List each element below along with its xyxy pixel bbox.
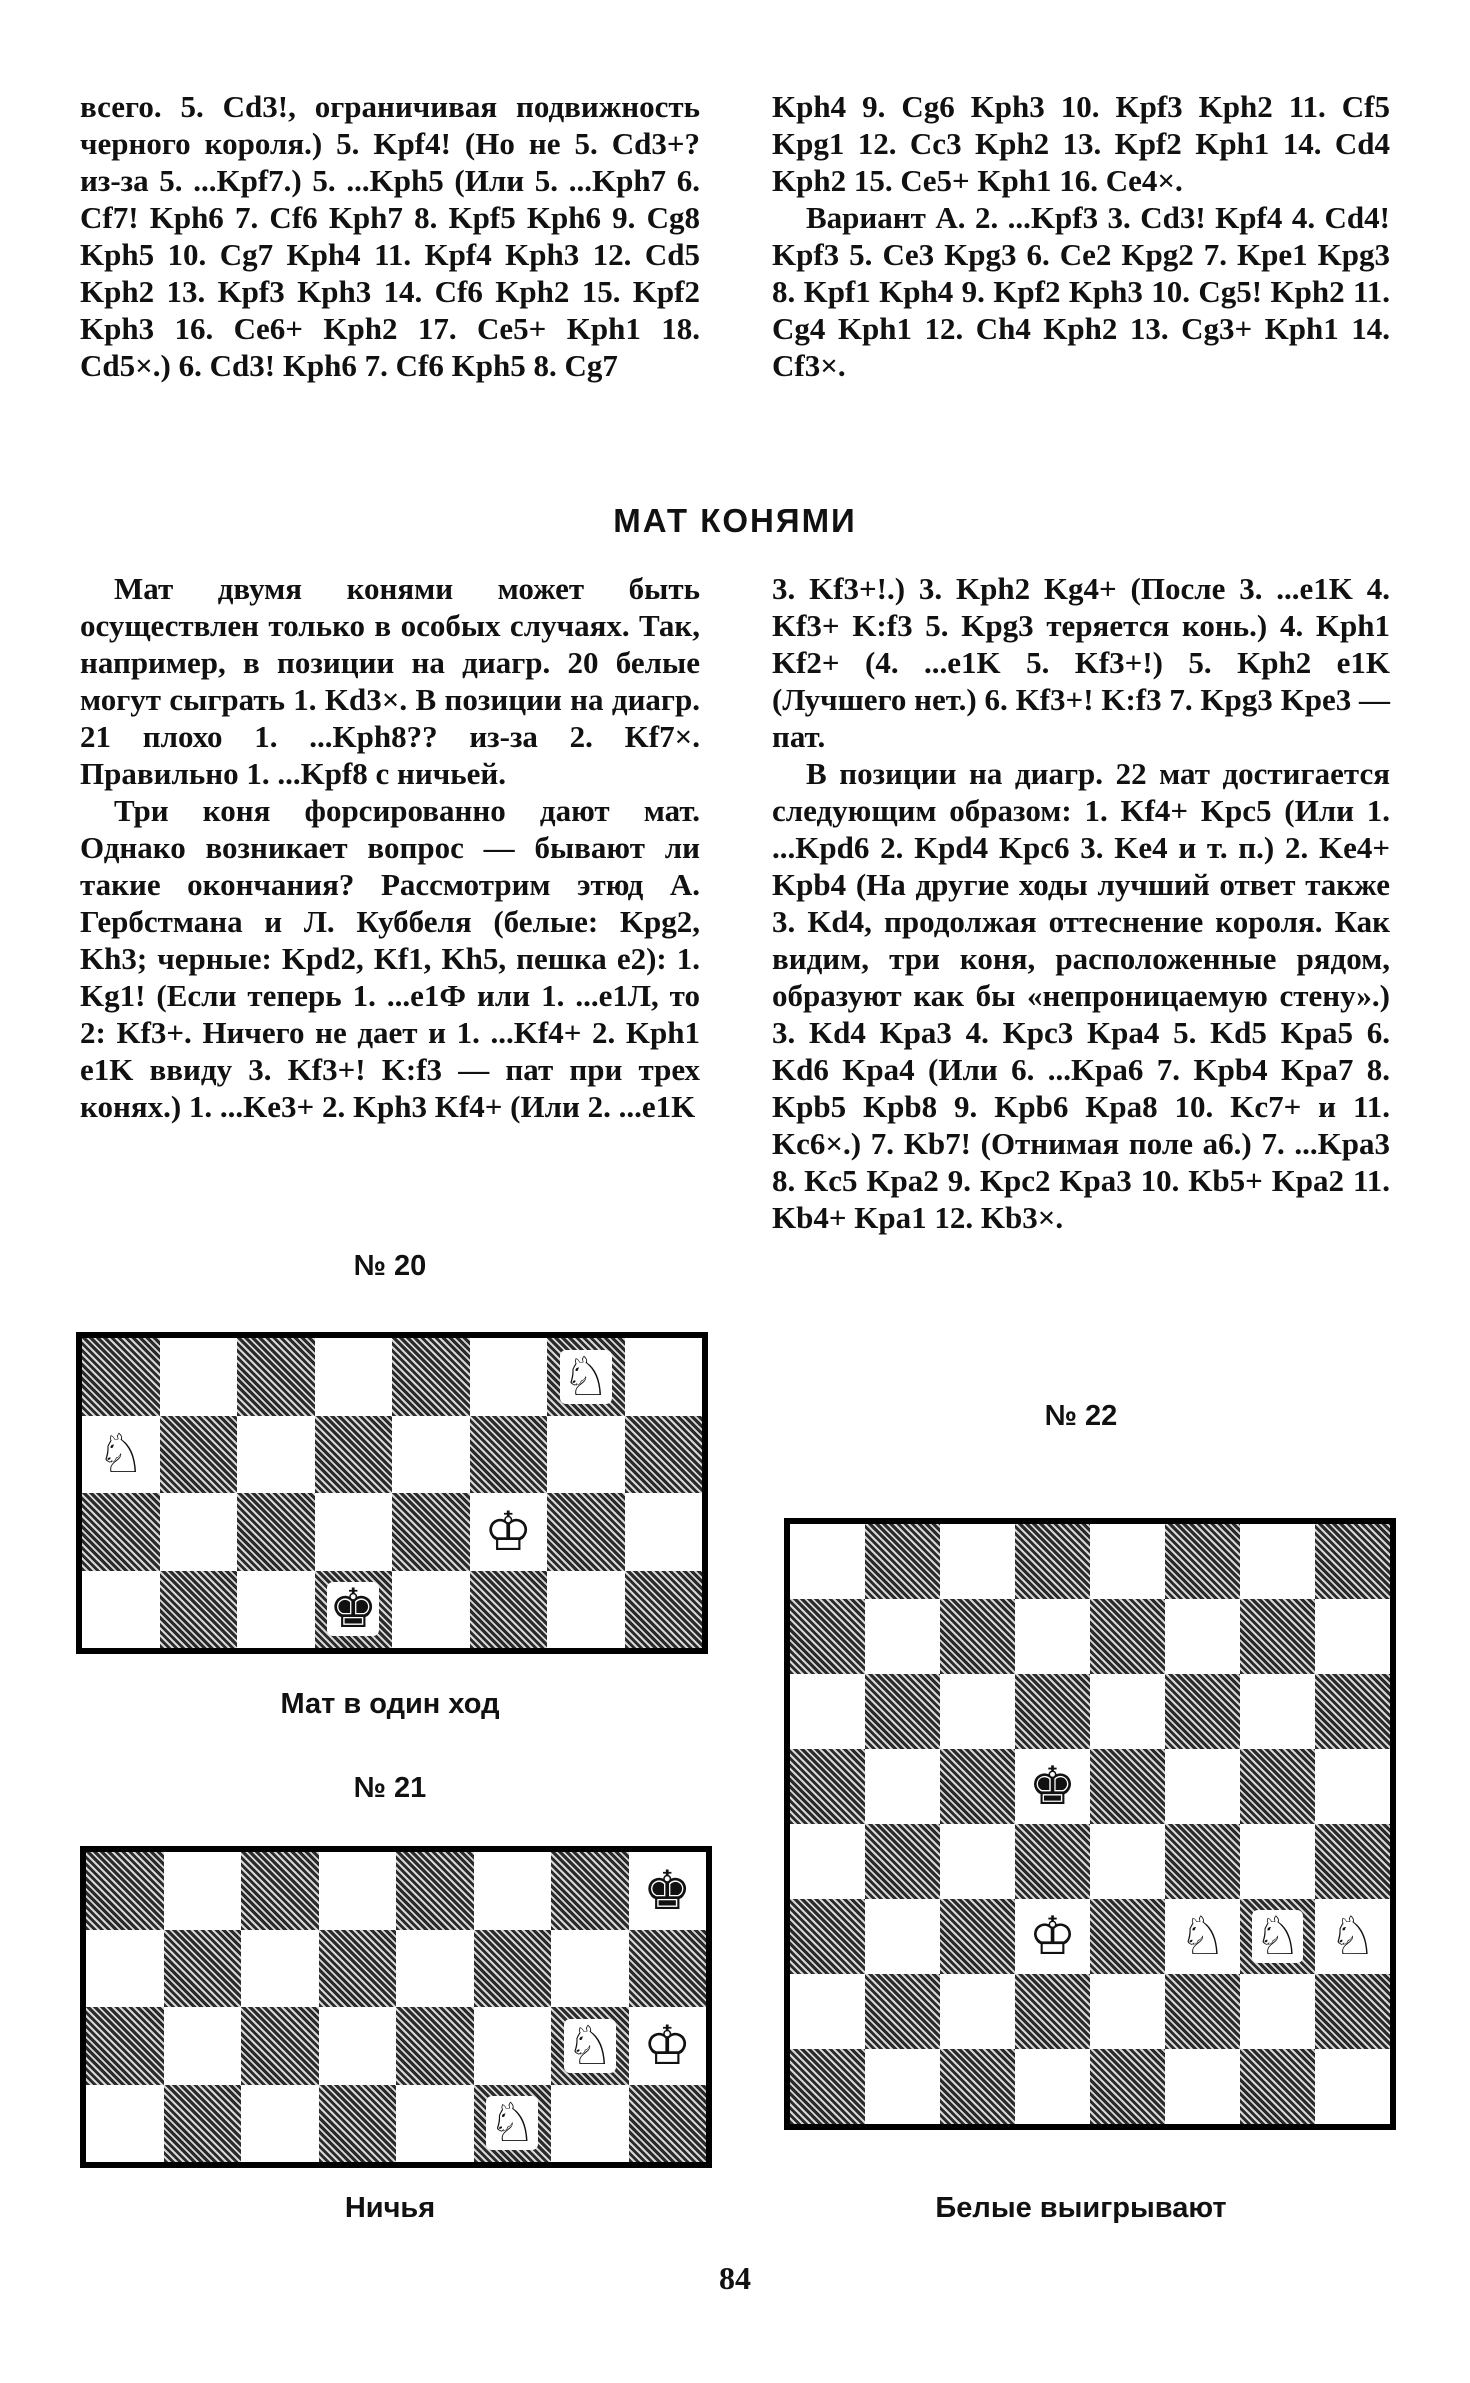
- mid-left-text-column: [80, 570, 700, 1125]
- board-square: [319, 1852, 397, 1930]
- board-square: [1315, 1599, 1390, 1674]
- board-square: [1315, 1524, 1390, 1599]
- board-square: [474, 1852, 552, 1930]
- board-piece: [629, 2007, 707, 2085]
- board-square: [940, 1824, 1015, 1899]
- board-square: [940, 1599, 1015, 1674]
- board-square: [1165, 1524, 1240, 1599]
- black-king-icon: ♚: [643, 1858, 692, 1922]
- board-square: [1165, 1674, 1240, 1749]
- paragraph: всего. 5. Cd3!, ограничивая подвижность черного короля.) 5. Kpf4! (Но не 5. Cd3+? из-за 5. ...Kpf7.) 5. ...Kph5 (Или 5. ...Kph7 6. Cf7! Kph6 7. Cf6 Kph7 8. Kpf5 Kph6 9. Cg8 Kph5 10. Cg7 Kph4 11. Kpf4 Kph3 12. Cd5 Kph2 13. Kpf3 Kph3 14. Cf6 Kph2 15. Kpf2 Kph3 16. Ce6+ Kph2 17. Ce5+ Kph1 18. Cd5×.) 6. Cd3! Kph6 7. Cf6 Kph5 8. Cg7: [80, 89, 700, 383]
- chessboard-diagram-20: [76, 1332, 708, 1654]
- board-piece: [629, 1852, 707, 1930]
- board-square: [629, 1930, 707, 2008]
- board-square: [1090, 1674, 1165, 1749]
- board-square: [164, 1852, 242, 1930]
- top-right-text-column: [772, 88, 1390, 384]
- board-square: [237, 1416, 315, 1494]
- board-square: [1315, 2049, 1390, 2124]
- section-heading: МАТ КОНЯМИ: [613, 502, 857, 539]
- board-square: [551, 1930, 629, 2008]
- diagram-22-caption: Белые выигрывают: [935, 2192, 1227, 2224]
- board-square: [547, 1493, 625, 1571]
- page-number: 84: [719, 2260, 751, 2296]
- board-square: [865, 1524, 940, 1599]
- paragraph: В позиции на диагр. 22 мат достигается следующим образом: 1. Kf4+ Kpc5 (Или 1. ...Kpd6 2. Kpd4 Kpc6 3. Ke4 и т. п.) 2. Ke4+ Kpb4 (На другие ходы лучший ответ также 3. Kd4, продолжая оттеснение короля. Как видим, три коня, расположенные рядом, образуют как бы «непроницаемую стену».) 3. Kd4 Kpa3 4. Kpc3 Kpa4 5. Kd5 Kpa5 6. Kd6 Kpa4 (Или 6. ...Kpa6 7. Kpb4 Kpa7 8. Kpb5 Kpb8 9. Kpb6 Kpa8 10. Kc7+ и 11. Kc6×.) 7. Kb7! (Отнимая поле a6.) 7. ...Kpa3 8. Kc5 Kpa2 9. Kpc2 Kpa3 10. Kb5+ Kpa2 11. Kb4+ Kpa1 12. Kb3×.: [772, 756, 1390, 1235]
- board-square: [396, 1852, 474, 1930]
- board-square: [82, 1338, 160, 1416]
- board-square: [940, 1524, 1015, 1599]
- diagram-20-caption: Мат в один ход: [280, 1688, 500, 1720]
- board-square: [625, 1571, 703, 1649]
- board-square: [1240, 1824, 1315, 1899]
- board-square: [1240, 1974, 1315, 2049]
- board-square: [1315, 1749, 1390, 1824]
- board-square: [160, 1338, 238, 1416]
- board-square: [86, 1930, 164, 2008]
- diagram-20-number: № 20: [353, 1250, 427, 1282]
- board-square: [160, 1571, 238, 1649]
- board-square: [1240, 1674, 1315, 1749]
- board-square: [164, 2085, 242, 2163]
- board-square: [790, 1974, 865, 2049]
- board-piece: [470, 1493, 548, 1571]
- board-square: [940, 1749, 1015, 1824]
- board-square: [1090, 1749, 1165, 1824]
- white-knight-icon: ♘: [96, 1422, 145, 1486]
- board-square: [1165, 1599, 1240, 1674]
- board-square: [86, 1852, 164, 1930]
- board-square: [551, 2085, 629, 2163]
- board-square: [396, 2085, 474, 2163]
- board-square: [1015, 1824, 1090, 1899]
- board-square: [1165, 1824, 1240, 1899]
- board-square: [940, 1899, 1015, 1974]
- board-piece: [315, 1571, 393, 1649]
- white-knight-icon: ♘: [1178, 1906, 1227, 1967]
- board-square: [1090, 2049, 1165, 2124]
- board-square: [392, 1571, 470, 1649]
- board-square: [865, 1749, 940, 1824]
- board-square: [86, 2007, 164, 2085]
- board-square: [1090, 1899, 1165, 1974]
- board-piece: [547, 1338, 625, 1416]
- chessboard-diagram-22: [784, 1518, 1396, 2130]
- paragraph-variant-a: Вариант А. 2. ...Kpf3 3. Cd3! Kpf4 4. Cd4! Kpf3 5. Ce3 Kpg3 6. Ce2 Kpg2 7. Kpe1 Kpg3 8. Kpf1 Kph4 9. Kpf2 Kph3 10. Cg5! Kph2 11. Cg4 Kph1 12. Ch4 Kph2 13. Cg3+ Kph1 14. Cf3×.: [772, 200, 1390, 383]
- board-piece: [1015, 1749, 1090, 1824]
- board-square: [164, 2007, 242, 2085]
- top-left-text-column: [80, 88, 700, 384]
- diagram-21-caption: Ничья: [344, 2192, 436, 2224]
- board-piece: [82, 1416, 160, 1494]
- board-square: [547, 1416, 625, 1494]
- board-square: [396, 2007, 474, 2085]
- board-square: [237, 1571, 315, 1649]
- board-square: [396, 1930, 474, 2008]
- board-square: [551, 1852, 629, 1930]
- board-square: [82, 1493, 160, 1571]
- board-square: [547, 1571, 625, 1649]
- board-square: [241, 2085, 319, 2163]
- board-square: [1165, 2049, 1240, 2124]
- board-square: [241, 1852, 319, 1930]
- board-square: [940, 1674, 1015, 1749]
- board-square: [319, 2007, 397, 2085]
- board-square: [241, 1930, 319, 2008]
- board-square: [1240, 2049, 1315, 2124]
- paragraph: Мат двумя конями может быть осуществлен только в особых случаях. Так, например, в позиции на диагр. 20 белые могут сыграть 1. Kd3×. В позиции на диагр. 21 плохо 1. ...Kph8?? из-за 2. Kf7×. Правильно 1. ...Kpf8 с ничьей.: [80, 571, 700, 791]
- board-square: [1315, 1824, 1390, 1899]
- board-square: [160, 1493, 238, 1571]
- board-square: [1315, 1974, 1390, 2049]
- white-king-icon: ♔: [484, 1499, 533, 1563]
- board-square: [790, 1674, 865, 1749]
- board-square: [315, 1493, 393, 1571]
- board-square: [1015, 1974, 1090, 2049]
- board-square: [790, 2049, 865, 2124]
- board-square: [1165, 1749, 1240, 1824]
- board-square: [86, 2085, 164, 2163]
- board-square: [474, 2007, 552, 2085]
- board-piece: [474, 2085, 552, 2163]
- board-square: [470, 1338, 548, 1416]
- board-square: [790, 1899, 865, 1974]
- white-knight-icon: ♘: [561, 1344, 610, 1408]
- board-square: [1240, 1599, 1315, 1674]
- black-king-icon: ♚: [329, 1577, 378, 1641]
- board-square: [164, 1930, 242, 2008]
- board-square: [392, 1416, 470, 1494]
- board-square: [940, 1974, 1015, 2049]
- board-square: [790, 1524, 865, 1599]
- board-square: [160, 1416, 238, 1494]
- white-king-icon: ♔: [1028, 1906, 1077, 1967]
- board-piece: [1315, 1899, 1390, 1974]
- board-square: [1090, 1974, 1165, 2049]
- mid-right-text-column: [772, 570, 1390, 1236]
- board-square: [392, 1338, 470, 1416]
- board-square: [319, 1930, 397, 2008]
- board-piece: [551, 2007, 629, 2085]
- board-square: [865, 1674, 940, 1749]
- board-square: [470, 1571, 548, 1649]
- board-square: [1015, 1524, 1090, 1599]
- board-square: [865, 1824, 940, 1899]
- board-square: [315, 1416, 393, 1494]
- board-square: [237, 1338, 315, 1416]
- white-knight-icon: ♘: [1328, 1906, 1377, 1967]
- board-square: [82, 1571, 160, 1649]
- board-square: [865, 1599, 940, 1674]
- board-square: [865, 2049, 940, 2124]
- board-square: [470, 1416, 548, 1494]
- board-square: [1165, 1974, 1240, 2049]
- white-knight-icon: ♘: [565, 2013, 614, 2077]
- board-square: [392, 1493, 470, 1571]
- board-square: [1090, 1524, 1165, 1599]
- board-square: [865, 1899, 940, 1974]
- board-square: [1015, 2049, 1090, 2124]
- board-square: [1315, 1674, 1390, 1749]
- board-piece: [1240, 1899, 1315, 1974]
- board-square: [865, 1974, 940, 2049]
- diagram-21-number: № 21: [353, 1772, 427, 1804]
- board-square: [625, 1416, 703, 1494]
- board-square: [474, 1930, 552, 2008]
- chessboard-diagram-21: [80, 1846, 712, 2168]
- board-square: [790, 1824, 865, 1899]
- board-square: [1240, 1749, 1315, 1824]
- board-square: [625, 1338, 703, 1416]
- board-square: [625, 1493, 703, 1571]
- board-square: [1015, 1674, 1090, 1749]
- white-king-icon: ♔: [643, 2013, 692, 2077]
- board-square: [940, 2049, 1015, 2124]
- paragraph: Три коня форсированно дают мат. Однако возникает вопрос — бывают ли такие окончания? Рассмотрим этюд А. Гербстмана и Л. Куббеля (белые: Kpg2, Kh3; черные: Kpd2, Kf1, Kh5, пешка e2): 1. Kg1! (Если теперь 1. ...e1Ф или 1. ...e1Л, то 2: Kf3+. Ничего не дает и 1. ...Kf4+ 2. Kph1 e1K ввиду 3. Kf3+! K:f3 — пат при трех конях.) 1. ...Ke3+ 2. Kph3 Kf4+ (Или 2. ...e1K: [80, 793, 700, 1124]
- white-knight-icon: ♘: [488, 2091, 537, 2155]
- board-square: [1240, 1524, 1315, 1599]
- board-square: [790, 1749, 865, 1824]
- board-square: [315, 1338, 393, 1416]
- board-square: [241, 2007, 319, 2085]
- board-piece: [1165, 1899, 1240, 1974]
- board-square: [1090, 1599, 1165, 1674]
- black-king-icon: ♚: [1028, 1756, 1077, 1817]
- diagram-22-number: № 22: [1044, 1400, 1118, 1432]
- board-square: [1090, 1824, 1165, 1899]
- board-square: [629, 2085, 707, 2163]
- white-knight-icon: ♘: [1253, 1906, 1302, 1967]
- paragraph: 3. Kf3+!.) 3. Kph2 Kg4+ (После 3. ...e1K 4. Kf3+ K:f3 5. Kpg3 теряется конь.) 4. Kph1 Kf2+ (4. ...e1K 5. Kf3+!) 5. Kph2 e1K (Лучшего нет.) 6. Kf3+! K:f3 7. Kpg3 Kpe3 — пат.: [772, 571, 1390, 754]
- board-square: [237, 1493, 315, 1571]
- paragraph: Kph4 9. Cg6 Kph3 10. Kpf3 Kph2 11. Cf5 Kpg1 12. Cc3 Kph2 13. Kpf2 Kph1 14. Cd4 Kph2 15. Ce5+ Kph1 16. Ce4×.: [772, 89, 1390, 198]
- board-piece: [1015, 1899, 1090, 1974]
- board-square: [790, 1599, 865, 1674]
- board-square: [319, 2085, 397, 2163]
- board-square: [1015, 1599, 1090, 1674]
